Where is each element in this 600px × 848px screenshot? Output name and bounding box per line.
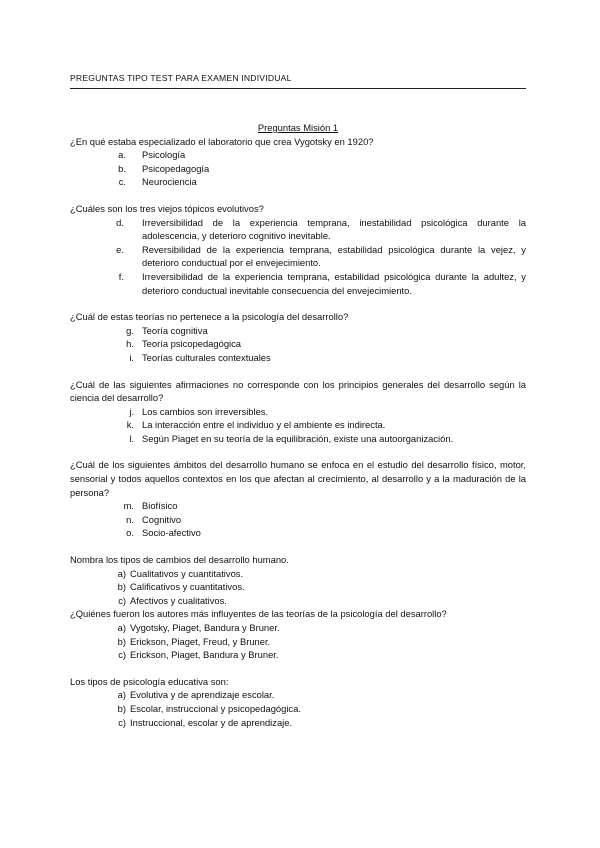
option-text: Evolutiva y de aprendizaje escolar. <box>130 689 275 701</box>
option-text: Irreversibilidad de la experiencia temprana, estabilidad psicológica durante la adultez, y deterioro conductual inevitable consecuencia del envejecimiento. <box>142 270 526 296</box>
option-text: Instruccional, escolar y de aprendizaje. <box>130 716 293 728</box>
option-2d <box>70 216 526 243</box>
option-8b <box>70 702 526 716</box>
option-label: b) <box>117 635 126 647</box>
option-label: a) <box>117 622 126 633</box>
option-label: g. <box>126 324 134 336</box>
option-3i <box>70 351 526 365</box>
option-text: Cualitativos y cuantitativos. <box>130 567 244 579</box>
option-text: Socio-afectivo <box>142 527 201 539</box>
option-2e <box>70 243 526 270</box>
option-text: Afectivos y cualitativos. <box>130 594 227 606</box>
option-4j <box>70 405 526 419</box>
question-7: ¿Quiénes fueron los autores más influyentes de las teorías de la psicología del desarrollo? <box>70 608 447 620</box>
option-label: e. <box>116 243 124 255</box>
option-label: c) <box>118 716 126 728</box>
option-1c <box>70 175 526 189</box>
option-3h <box>70 337 526 351</box>
option-text: Irreversibilidad de la experiencia temprana, inestabilidad psicológica durante la adolescencia, y deterioro cognitivo inevitable. <box>142 216 526 242</box>
question-8: Los tipos de psicología educativa son: <box>70 675 229 687</box>
option-8c <box>70 716 526 730</box>
option-4k <box>70 418 526 432</box>
question-3: ¿Cuál de estas teorías no pertenece a la psicología del desarrollo? <box>70 311 349 323</box>
option-label: b) <box>117 702 126 714</box>
option-label: k. <box>126 419 134 431</box>
option-1a <box>70 148 526 162</box>
option-label: m. <box>123 500 134 512</box>
option-text: Biofísico <box>142 500 178 512</box>
option-label: i. <box>129 351 134 363</box>
option-label: c) <box>118 594 126 606</box>
option-label: l. <box>129 432 134 444</box>
option-label: j. <box>129 405 134 417</box>
option-label: b) <box>117 581 126 593</box>
question-4: ¿Cuál de las siguientes afirmaciones no corresponde con los principios generales del desarrollo según la ciencia del desarrollo? <box>70 378 526 404</box>
option-5n <box>70 513 526 527</box>
option-7c <box>70 648 526 662</box>
document-title: Preguntas Misión 1 <box>257 122 339 133</box>
option-1b <box>70 162 526 176</box>
option-8a <box>70 688 526 702</box>
option-text: Erickson, Piaget, Bandura y Bruner. <box>130 649 279 661</box>
page-header: PREGUNTAS TIPO TEST PARA EXAMEN INDIVIDUAL <box>70 73 292 83</box>
option-text: Psicología <box>142 149 186 161</box>
option-label: c) <box>118 649 126 661</box>
option-text: Vygotsky, Piaget, Bandura y Bruner. <box>130 622 280 633</box>
option-3g <box>70 324 526 338</box>
option-text: Según Piaget en su teoría de la equilibración, existe una autoorganización. <box>142 432 454 444</box>
question-1: ¿En qué estaba especializado el laboratorio que crea Vygotsky en 1920? <box>70 135 374 147</box>
option-text: Psicopedagogía <box>142 162 210 174</box>
option-text: Escolar, instruccional y psicopedagógica. <box>130 702 301 714</box>
option-6b <box>70 580 526 594</box>
option-label: a) <box>117 567 126 579</box>
option-label: c. <box>118 176 126 188</box>
option-text: Erickson, Piaget, Freud, y Bruner. <box>130 635 271 647</box>
option-text: Teoría psicopedagógica <box>142 338 242 350</box>
question-2: ¿Cuáles son los tres viejos tópicos evolutivos? <box>70 202 264 214</box>
question-6: Nombra los tipos de cambios del desarrollo humano. <box>70 554 289 566</box>
question-5: ¿Cuál de los siguientes ámbitos del desarrollo humano se enfoca en el estudio del desarrollo físico, motor, sensorial y todos aquellos contextos en los que afectan al crecimiento, al desarrollo y a la maduración de la persona? <box>70 459 526 498</box>
document-body <box>70 121 526 729</box>
option-text: Reversibilidad de la experiencia temprana, estabilidad psicológica durante la vejez, y deterioro conductual por el envejecimiento. <box>142 243 526 269</box>
option-text: Calificativos y cuantitativos. <box>130 581 245 593</box>
option-6a <box>70 567 526 581</box>
option-5m <box>70 499 526 513</box>
option-label: b. <box>118 162 126 174</box>
option-label: a) <box>117 689 126 701</box>
option-2f <box>70 270 526 297</box>
option-label: f. <box>118 270 124 282</box>
option-text: Cognitivo <box>142 513 182 525</box>
option-6c <box>70 594 526 608</box>
option-label: n. <box>126 513 134 525</box>
option-label: o. <box>126 527 134 539</box>
option-label: d. <box>116 216 124 228</box>
option-label: h. <box>126 338 134 350</box>
header-rule <box>70 88 526 89</box>
option-text: Neurociencia <box>142 176 197 188</box>
option-text: La interacción entre el individuo y el ambiente es indirecta. <box>142 419 386 431</box>
option-text: Teorías culturales contextuales <box>142 351 271 363</box>
option-4l <box>70 432 526 446</box>
option-text: Teoría cognitiva <box>142 324 208 336</box>
option-text: Los cambios son irreversibles. <box>142 405 269 417</box>
option-7b <box>70 635 526 649</box>
option-7a <box>70 621 526 635</box>
option-label: a. <box>118 149 126 161</box>
option-5o <box>70 526 526 540</box>
